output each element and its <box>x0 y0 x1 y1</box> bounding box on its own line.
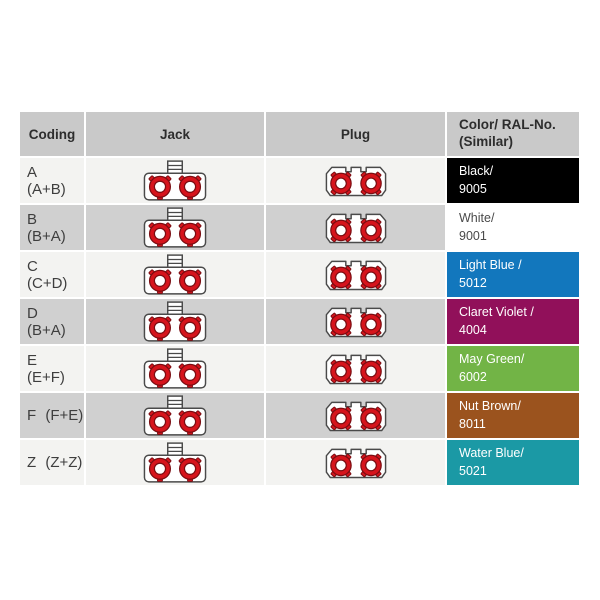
jack-cell <box>86 346 264 391</box>
jack-cell <box>86 205 264 250</box>
coding-value: C (C+D) <box>27 257 68 292</box>
color-swatch <box>447 346 579 391</box>
duplex-jack-icon <box>143 253 207 296</box>
coding-value: E (E+F) <box>27 351 65 386</box>
ral-number: 9001 <box>459 228 487 243</box>
coding-value: D (B+A) <box>27 304 66 339</box>
duplex-plug-icon <box>324 208 388 247</box>
plug-cell <box>266 393 445 438</box>
duplex-plug-icon <box>324 161 388 200</box>
jack-cell <box>86 252 264 297</box>
ral-number: 5021 <box>459 463 487 478</box>
color-name: Water Blue/ <box>459 446 524 461</box>
ral-number: 8011 <box>459 416 486 431</box>
duplex-plug-icon <box>324 255 388 294</box>
color-name: White/ <box>459 211 495 226</box>
ral-number: 9005 <box>459 181 487 196</box>
plug-cell <box>266 440 445 485</box>
duplex-plug-icon <box>324 396 388 435</box>
color-swatch <box>447 205 579 250</box>
duplex-jack-icon <box>143 347 207 390</box>
coding-cell <box>20 252 84 297</box>
plug-cell <box>266 346 445 391</box>
coding-value: Z (Z+Z) <box>27 454 83 471</box>
duplex-jack-icon <box>143 300 207 343</box>
header-jack-label: Jack <box>159 126 191 142</box>
color-swatch <box>447 158 579 203</box>
coding-value: B (B+A) <box>27 210 66 245</box>
coding-cell <box>20 440 84 485</box>
header-jack <box>86 112 264 156</box>
color-swatch <box>447 252 579 297</box>
plug-cell <box>266 252 445 297</box>
duplex-plug-icon <box>324 443 388 482</box>
ral-number: 5012 <box>459 275 487 290</box>
ral-number: 6002 <box>459 369 487 384</box>
duplex-jack-icon <box>143 441 207 484</box>
jack-cell <box>86 440 264 485</box>
header-color-line1: Color/ RAL-No. <box>459 117 556 133</box>
duplex-jack-icon <box>143 159 207 202</box>
color-name: Nut Brown/ <box>459 399 521 414</box>
coding-cell <box>20 299 84 344</box>
color-name: May Green/ <box>459 352 525 367</box>
jack-cell <box>86 299 264 344</box>
coding-cell <box>20 158 84 203</box>
header-coding-label: Coding <box>28 126 76 142</box>
duplex-plug-icon <box>324 349 388 388</box>
jack-cell <box>86 393 264 438</box>
coding-cell <box>20 393 84 438</box>
header-color-ral <box>447 112 579 156</box>
header-plug-label: Plug <box>340 126 371 142</box>
header-color-line2: (Similar) <box>459 134 514 149</box>
connector-coding-table <box>20 112 579 485</box>
plug-cell <box>266 205 445 250</box>
coding-value: A (A+B) <box>27 163 66 198</box>
color-swatch <box>447 299 579 344</box>
header-coding <box>20 112 84 156</box>
jack-cell <box>86 158 264 203</box>
duplex-jack-icon <box>143 206 207 249</box>
duplex-plug-icon <box>324 302 388 341</box>
ral-number: 4004 <box>459 322 487 337</box>
coding-cell <box>20 205 84 250</box>
color-name: Light Blue / <box>459 258 522 273</box>
header-plug <box>266 112 445 156</box>
color-name: Black/ <box>459 164 494 179</box>
coding-cell <box>20 346 84 391</box>
color-swatch <box>447 440 579 485</box>
plug-cell <box>266 299 445 344</box>
duplex-jack-icon <box>143 394 207 437</box>
plug-cell <box>266 158 445 203</box>
coding-value: F (F+E) <box>27 407 84 424</box>
color-name: Claret Violet / <box>459 305 534 320</box>
color-swatch <box>447 393 579 438</box>
